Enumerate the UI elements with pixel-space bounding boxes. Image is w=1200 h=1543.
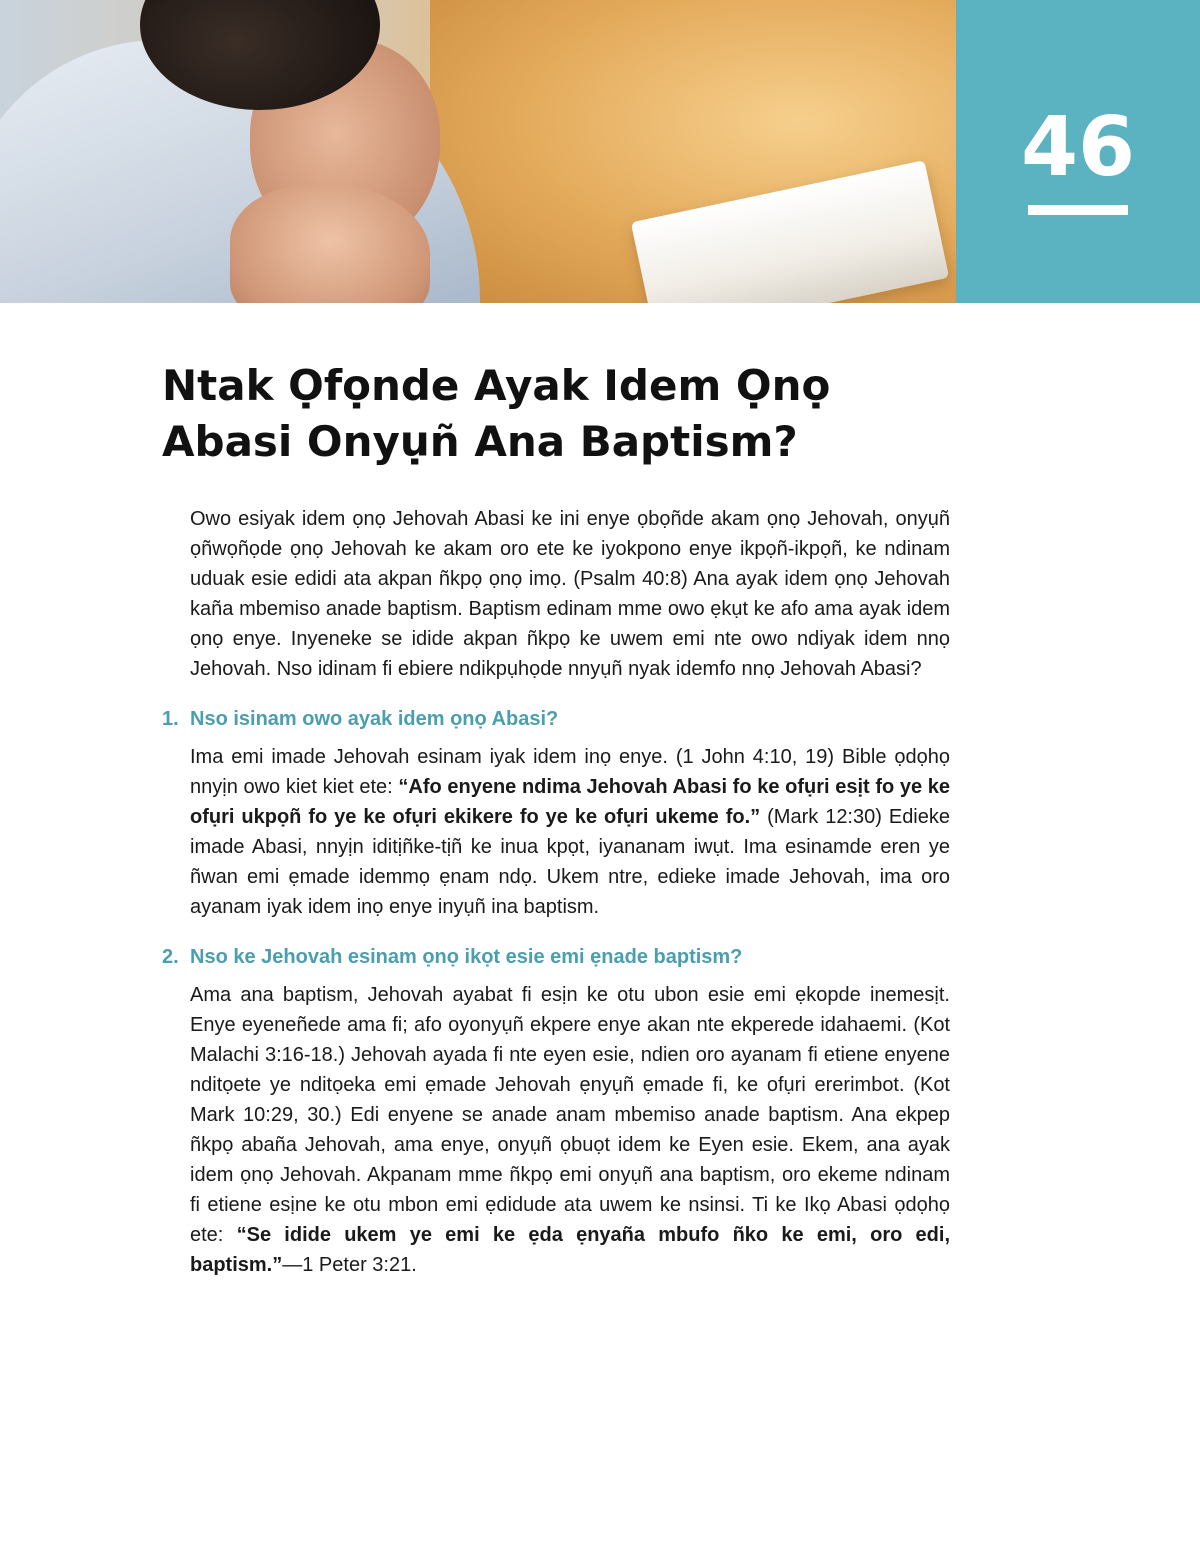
header-photo	[0, 0, 956, 303]
section-2-text-a: Ama ana baptism, Jehovah ayabat fi esịn ke otu ubon esie emi ẹkopde inemesịt. Enye eyeneñede ama fi; afo oyonyụñ ekpere enye akan nte ekperede idahaemi. (Kot Malachi 3:16-18.) Jehovah ayada fi nte eyen esie, ndien oro ayanam fi etiene enyene nditọete ye nditọeka emi ẹmade Jehovah ẹnyụñ ẹmade fi, ke ofụri ererimbot. (Kot Mark 10:29, 30.) Edi enyene se anade anam mbemiso anade baptism. Ana ekpep ñkpọ abaña Jehovah, ama enye, onyụñ ọbuọt idem ke Eyen esie. Ekem, ana ayak idem ọnọ Jehovah. Akpanam mme ñkpọ emi onyụñ ana baptism, oro ekeme ndinam fi etiene esịne ke otu mbon emi ẹdidude ata uwem ke nsinsi. Ti ke Ikọ Abasi ọdọhọ ete:	[190, 984, 950, 1246]
page-title	[162, 358, 922, 470]
section-1-text-b: (Mark 12:30) Edieke imade Abasi, nnyịn iditịñke-tịñ ke inua kpọt, iyananam iwụt. Ima esinamde eren ye ñwan emi ẹmade idemmọ ẹnam ndọ. Ukem ntre, edieke imade Jehovah, ima oro ayanam iyak idem inọ enye inyụñ ina baptism.	[190, 806, 951, 918]
section-1-question-text: Nso isinam owo ayak idem ọnọ Abasi?	[190, 708, 559, 730]
section-1-number: 1.	[162, 708, 179, 730]
section-2-question	[162, 942, 950, 972]
title-line-2: Abasi Onyụñ Ana Baptism?	[162, 417, 798, 466]
section-1-quote: “Afo enyene ndima Jehovah Abasi fo ke ofụri esịt fo ye ke ofụri ukpọñ fo ye ke ofụri ekikere fo ye ke ofụri ukeme fo.”	[190, 776, 950, 828]
intro-paragraph: Owo esiyak idem ọnọ Jehovah Abasi ke ini enye ọbọñde akam ọnọ Jehovah, onyụñ ọñwọñọde ọnọ Jehovah ke akam oro ete ke iyokpono enye ikpọñ-ikpọñ, ke ndinam uduak esie edidi ata akpan ñkpọ ọnọ imọ. (Psalm 40:8) Ana ayak idem ọnọ Jehovah kaña mbemiso anade baptism. Baptism edinam mme owo ẹkụt ke afo ama ayak idem ọnọ enye. Inyeneke se idide akpan ñkpọ ke uwem emi nte owo ndiyak idem nnọ Jehovah. Nso idinam fi ebiere ndikpụhọde nnyụñ nyak idemfo nnọ Jehovah Abasi?	[190, 508, 950, 680]
section-2-paragraph	[190, 980, 950, 1280]
section-1-question	[162, 704, 950, 734]
section-1-text-a: Ima emi imade Jehovah esinam iyak idem inọ enye. (1 John 4:10, 19) Bible ọdọhọ nnyịn owo kiet kiet ete:	[190, 746, 950, 798]
title-line-1: Ntak Ọfọnde Ayak Idem Ọnọ	[162, 361, 831, 410]
section-2-text-b: —1 Peter 3:21.	[282, 1254, 417, 1276]
section-2-quote: “Se idide ukem ye emi ke ẹda ẹnyaña mbufo ñko ke emi, oro edi, baptism.”	[190, 1224, 951, 1276]
lesson-body	[162, 504, 951, 1280]
lesson-number: 46	[1020, 100, 1136, 195]
lesson-number-underline	[1028, 205, 1128, 215]
section-2-number: 2.	[162, 946, 179, 968]
section-1-paragraph	[190, 742, 950, 922]
section-2-question-text: Nso ke Jehovah esinam ọnọ ikọt esie emi ẹnade baptism?	[190, 946, 743, 968]
lesson-number-block	[956, 0, 1200, 303]
